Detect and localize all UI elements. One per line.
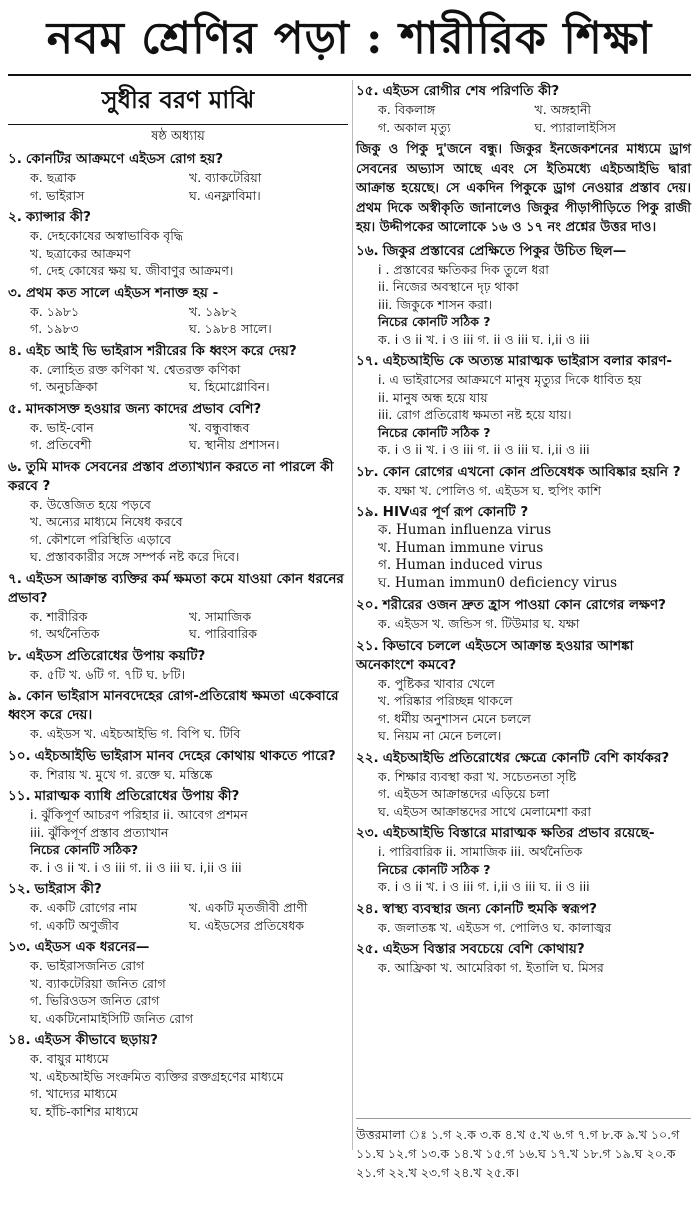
option: ক. বায়ুর মাধ্যমে bbox=[30, 1051, 109, 1066]
option: ক. উত্তেজিত হয়ে পড়বে bbox=[30, 496, 151, 512]
option: ঘ. এনফ্লাবিমা। bbox=[189, 187, 261, 203]
question-5 bbox=[8, 400, 348, 454]
option: গ. অকাল মৃত্যু bbox=[378, 119, 451, 135]
question-text: এইডস রোগীর শেষ পরিণতি কী? bbox=[382, 83, 560, 99]
option: খ. অন্যের মাধ্যমে নিষেধ করবে bbox=[30, 514, 183, 529]
question-number: ৯. bbox=[8, 688, 22, 704]
instruction: নিচের কোনটি সঠিক ? bbox=[378, 314, 491, 329]
question-text: জিকুর প্রস্তাবের প্রেক্ষিতে পিকুর উচিত ছিল— bbox=[382, 242, 627, 259]
option: ক. জলাতঙ্ক খ. এইডস গ. পোলিও ঘ. কালাজ্বর bbox=[378, 919, 612, 935]
question-text: এইচ আই ভি ভাইরাস শরীরের কি ধ্বংস করে দেয়? bbox=[25, 342, 297, 359]
option: খ. ১৯৮২ bbox=[189, 303, 238, 319]
question-8 bbox=[8, 647, 348, 684]
option: খ. অঙ্গহানী bbox=[534, 102, 592, 117]
option: ঘ. হিমোগ্লোবিন। bbox=[189, 379, 270, 394]
answers-divider bbox=[356, 1118, 691, 1119]
column-divider bbox=[352, 80, 353, 1150]
question-text: HIVএর পূর্ণ রূপ কোনটি ? bbox=[382, 504, 529, 520]
option: গ. কৌশলে পরিস্থিতি এড়াবে bbox=[30, 531, 171, 547]
question-text: মারাত্মক ব্যাধি প্রতিরোধের উপায় কী? bbox=[34, 788, 240, 804]
instruction: নিচের কোনটি সঠিক ? bbox=[378, 424, 491, 440]
chapter-label: ষষ্ঠ অধ্যায় bbox=[151, 129, 205, 144]
question-6 bbox=[8, 458, 348, 566]
option: ক. এইডস খ. জন্ডিস গ. টিউমার ঘ. যক্ষা bbox=[378, 616, 580, 631]
question-23 bbox=[356, 824, 691, 896]
question-text: এইডস আক্রান্ত ব্যক্তির কর্ম ক্ষমতা কমে যাওয়া কোন ধরনের প্রভাব? bbox=[8, 570, 344, 606]
question-text: শরীরের ওজন দ্রুত হ্রাস পাওয়া কোন রোগের লক্ষণ? bbox=[382, 597, 666, 613]
option: ক. এইডস খ. এইচআইভি গ. বিপি ঘ. টিবি bbox=[30, 726, 241, 741]
question-number: ১৫. bbox=[356, 83, 379, 99]
option: ঘ. ১৯৮৪ সালে। bbox=[189, 321, 272, 336]
question-15 bbox=[356, 82, 691, 136]
question-4 bbox=[8, 342, 348, 396]
question-16 bbox=[356, 242, 691, 349]
question-20 bbox=[356, 596, 691, 633]
option: ক. শারীরিক bbox=[30, 608, 88, 624]
question-11 bbox=[8, 787, 348, 876]
option: iii. ঝুঁকিপূর্ণ প্রস্তাব প্রত্যাখান bbox=[30, 824, 169, 840]
question-3 bbox=[8, 284, 348, 338]
question-number: ১৮. bbox=[356, 463, 379, 480]
question-number: ১. bbox=[8, 151, 22, 167]
question-18 bbox=[356, 463, 691, 500]
option: ক. i ও ii খ. i ও iii গ. ii ও iii ঘ. i,ii ও iii bbox=[378, 442, 590, 457]
question-number: ২৪. bbox=[356, 900, 379, 917]
option: গ. এইডস আক্রান্তদের এড়িয়ে চলা bbox=[378, 786, 550, 801]
question-number: ১১. bbox=[8, 788, 31, 804]
question-number: ১৯. bbox=[356, 504, 379, 520]
question-number: ২৩. bbox=[356, 825, 379, 841]
option: i . প্রস্তাবের ক্ষতিকর দিক তুলে ধরা bbox=[378, 261, 549, 277]
option: ঘ. নিয়ম না মেনে চললে। bbox=[378, 728, 502, 743]
option: ঘ. হাঁচি-কাশির মাধ্যমে bbox=[30, 1103, 139, 1119]
option: i. ঝুঁকিপূর্ণ আচরণ পরিহার ii. আবেগ প্রশমন bbox=[30, 807, 248, 822]
option: iii. জিকুকে শাসন করা। bbox=[378, 296, 493, 312]
question-text: এইচআইভি কে অত্যন্ত মারাত্মক ভাইরাস বলার কারণ- bbox=[382, 353, 673, 369]
option: ক. Human influenza virus bbox=[378, 522, 552, 538]
option: ঘ. প্রস্তাবকারীর সঙ্গে সম্পর্ক নষ্ট করে দিবে। bbox=[30, 549, 240, 564]
question-17 bbox=[356, 352, 691, 459]
question-14 bbox=[8, 1031, 348, 1120]
option: গ. ভিরিওডস জনিত রোগ bbox=[30, 993, 160, 1008]
option: ক. শিরায় খ. মুখে গ. রক্তে ঘ. মস্তিষ্কে bbox=[30, 766, 213, 782]
option: খ. বন্ধুবান্ধব bbox=[189, 419, 250, 435]
question-19 bbox=[356, 503, 691, 592]
question-number: ২১. bbox=[356, 637, 379, 654]
question-12 bbox=[8, 880, 348, 934]
option: খ. একটি মৃতজীবী প্রাণী bbox=[189, 900, 308, 915]
question-text: কোনটির আক্রমণে এইডস রোগ হয়? bbox=[25, 151, 224, 167]
option: ঘ. এইডসের প্রতিষেধক bbox=[189, 917, 304, 933]
option: খ. ব্যাকটেরিয়া bbox=[189, 170, 262, 185]
question-text: এইডস বিস্তার সবচেয়ে বেশি কোথায়? bbox=[382, 941, 585, 957]
question-number: ২৫. bbox=[356, 941, 379, 957]
option: গ. Human induced virus bbox=[378, 557, 543, 573]
question-9 bbox=[8, 687, 348, 743]
question-2 bbox=[8, 208, 348, 280]
question-text: এইডস কীভাবে ছড়ায়? bbox=[34, 1032, 158, 1048]
question-number: ৬. bbox=[8, 458, 22, 475]
author-name: সুধীর বরণ মাঝি bbox=[101, 86, 255, 114]
question-number: ২. bbox=[8, 209, 22, 225]
question-number: ২০. bbox=[356, 597, 379, 613]
question-text: কোন রোগের এখনো কোন প্রতিষেধক আবিষ্কার হয়নি ? bbox=[382, 463, 681, 480]
option: ঘ. একটিনোমাইসিটি জনিত রোগ bbox=[30, 1010, 194, 1026]
question-text: তুমি মাদক সেবনের প্রস্তাব প্রত্যাখ্যান করতে না পারলে কী করবে ? bbox=[8, 458, 334, 494]
option: গ. দেহ কোষের ক্ষয় ঘ. জীবাণুর আক্রমণ। bbox=[30, 263, 234, 278]
option: খ. পরিষ্কার পরিচ্ছন্ন থাকলে bbox=[378, 693, 513, 708]
option: ক. i ও ii খ. i ও iii গ. ii ও iii ঘ. i,ii ও iii bbox=[30, 859, 242, 875]
question-1 bbox=[8, 150, 348, 204]
option: ঘ. প্যারালাইসিস bbox=[534, 119, 616, 135]
option: ঘ. স্থানীয় প্রশাসন। bbox=[189, 437, 280, 452]
option: ii. মানুষ অন্ধ হয়ে যায় bbox=[378, 389, 488, 405]
question-text: এইচআইভি ভাইরাস মানব দেহের কোথায় থাকতে পারে? bbox=[34, 747, 336, 764]
question-text: এইডস এক ধরনের— bbox=[34, 939, 150, 955]
question-number: ১৪. bbox=[8, 1032, 31, 1048]
left-column bbox=[8, 150, 348, 1124]
question-text: মাদকাসক্ত হওয়ার জন্য কাদের প্রভাব বেশি? bbox=[25, 400, 262, 417]
option: গ. অনুচক্রিকা bbox=[30, 379, 98, 394]
question-text: এইচআইভি বিস্তারে মারাত্মক ক্ষতির প্রভাব রয়েছে- bbox=[382, 825, 655, 841]
option: খ. Human immune virus bbox=[378, 539, 544, 556]
question-number: ৫. bbox=[8, 400, 22, 417]
question-number: ১৭. bbox=[356, 353, 379, 369]
question-7 bbox=[8, 570, 348, 643]
option: গ. ১৯৮৩ bbox=[30, 321, 79, 336]
option: গ. অর্থনৈতিক bbox=[30, 626, 100, 641]
question-number: ৩. bbox=[8, 284, 22, 301]
option: ক. ভাই-বোন bbox=[30, 419, 94, 435]
question-number: ৪. bbox=[8, 342, 22, 359]
option: গ. ভাইরাস bbox=[30, 187, 85, 203]
option: ক. একটি রোগের নাম bbox=[30, 900, 137, 915]
option: ক. দেহকোষের অস্বাভাবিক বৃদ্ধি bbox=[30, 228, 184, 243]
page-title: নবম শ্রেণির পড়া : শারীরিক শিক্ষা bbox=[46, 13, 653, 64]
option: ক. বিকলাঙ্গ bbox=[378, 102, 436, 117]
stimulus-passage: জিকু ও পিকু দু'জনে বন্ধু। জিকুর ইনজেকশনের মাধ্যমে ড্রাগ সেবনের অভ্যাস আছে এবং সে ইতিমধ্যে এইচআইভি দ্বারা আক্রান্ত হয়েছে। সে একদিন পিকুকে ড্রাগ নেওয়ার প্রস্তাব দেয়। প্রথম দিকে অস্বীকৃতি জানালেও জিকুর পীড়াপীড়িতে পিকু রাজী হয়। উদ্দীপকের আলোকে ১৬ ও ১৭ নং প্রশ্নের উত্তর দাও। bbox=[356, 142, 691, 235]
option: ক. ৫টি খ. ৬টি গ. ৭টি ঘ. ৮টি। bbox=[30, 666, 186, 682]
question-number: ১৬. bbox=[356, 242, 379, 259]
option: ক. ১৯৮১ bbox=[30, 303, 80, 319]
option: গ. খাদ্যের মাধ্যমে bbox=[30, 1086, 118, 1101]
question-13 bbox=[8, 938, 348, 1027]
option: খ. ব্যাকটেরিয়া জনিত রোগ bbox=[30, 975, 166, 991]
question-number: ১০. bbox=[8, 747, 31, 764]
option: ক. i ও ii খ. i ও iii গ. i,ii ও iii ঘ. ii ও iii bbox=[378, 879, 590, 894]
option: ক. ভাইরাসজনিত রোগ bbox=[30, 958, 145, 973]
question-25 bbox=[356, 940, 691, 977]
author-divider bbox=[8, 124, 348, 125]
question-text: স্বাস্থ্য ব্যবস্থার জন্য কোনটি হুমকি স্বরূপ? bbox=[382, 900, 597, 917]
option: গ. ধর্মীয় অনুশাসন মেনে চললে bbox=[378, 710, 531, 726]
option: ক. আফ্রিকা খ. আমেরিকা গ. ইতালি ঘ. মিসর bbox=[378, 960, 604, 975]
option: iii. রোগ প্রতিরোধ ক্ষমতা নষ্ট হয়ে যায়। bbox=[378, 407, 572, 422]
option: খ. এইচআইভি সংক্রমিত ব্যক্তির রক্তগ্রহণের মাধ্যমে bbox=[30, 1068, 284, 1084]
option: খ. ছত্রাকের আক্রমণ bbox=[30, 245, 131, 261]
option: ঘ. পারিবারিক bbox=[189, 626, 258, 641]
option: ঘ. এইডস আক্রান্তদের সাথে মেলামেশা করা bbox=[378, 803, 591, 819]
right-column bbox=[356, 82, 691, 981]
option: ক. i ও ii খ. i ও iii গ. ii ও iii ঘ. i,ii ও iii bbox=[378, 331, 590, 347]
question-number: ১৩. bbox=[8, 939, 31, 955]
question-number: ৭. bbox=[8, 570, 22, 587]
option: গ. প্রতিবেশী bbox=[30, 437, 92, 452]
option: ক. শিক্ষার ব্যবস্থা করা খ. সচেতনতা সৃষ্টি bbox=[378, 768, 577, 784]
question-number: ২২. bbox=[356, 749, 379, 766]
question-text: ভাইরাস কী? bbox=[34, 881, 102, 897]
question-21 bbox=[356, 637, 691, 745]
question-text: কোন ভাইরাস মানবদেহের রোগ-প্রতিরোধ ক্ষমতা একেবারে ধ্বংস করে দেয়। bbox=[8, 688, 339, 723]
instruction: নিচের কোনটি সঠিক? bbox=[30, 842, 139, 857]
answer-key: উত্তরমালা ঃ ১.গ ২.ক ৩.ক ৪.খ ৫.খ ৬.গ ৭.গ ৮.ক ৯.খ ১০.গ ১১.ঘ ১২.গ ১৩.ক ১৪.খ ১৫.গ ১৬.ঘ ১৭.খ ১৮.গ ১৯.ঘ ২০.ক ২১.গ ২২.খ ২৩.গ ২৪.খ ২৫.ক। bbox=[356, 1127, 680, 1180]
question-text: এইডস প্রতিরোধের উপায় কয়টি? bbox=[25, 647, 206, 664]
option: ক. পুষ্টিকর খাবার খেলে bbox=[378, 675, 495, 691]
option: i. পারিবারিক ii. সামাজিক iii. অর্থনৈতিক bbox=[378, 844, 583, 859]
question-text: এইচআইভি প্রতিরোধের ক্ষেত্রে কোনটি বেশি কার্যকর? bbox=[382, 749, 670, 766]
question-22 bbox=[356, 749, 691, 821]
question-text: কিভাবে চললে এইডসে আক্রান্ত হওয়ার আশঙ্কা অনেকাংশে কমবে? bbox=[356, 637, 634, 673]
option: ক. লোহিত রক্ত কণিকা খ. শ্বেতরক্ত কণিকা bbox=[30, 361, 241, 377]
option: ii. নিজের অবস্থানে দৃঢ় থাকা bbox=[378, 279, 519, 294]
question-number: ১২. bbox=[8, 881, 31, 897]
question-24 bbox=[356, 900, 691, 937]
option: ক. যক্ষা খ. পোলিও গ. এইডস ঘ. হুপিং কাশি bbox=[378, 482, 602, 498]
question-10 bbox=[8, 747, 348, 784]
option: গ. একটি অণুজীব bbox=[30, 917, 119, 933]
question-text: ক্যান্সার কী? bbox=[25, 209, 91, 225]
instruction: নিচের কোনটি সঠিক ? bbox=[378, 861, 491, 877]
question-number: ৮. bbox=[8, 647, 22, 664]
option: ক. ছত্রাক bbox=[30, 170, 76, 185]
question-text: প্রথম কত সালে এইডস শনাক্ত হয় - bbox=[25, 284, 219, 301]
option: i. এ ভাইরাসের আক্রমণে মানুষ মৃত্যুর দিকে ধাবিত হয় bbox=[378, 372, 642, 387]
option: ঘ. Human immun0 deficiency virus bbox=[378, 574, 618, 591]
title-divider bbox=[8, 74, 691, 76]
option: খ. সামাজিক bbox=[189, 608, 252, 624]
